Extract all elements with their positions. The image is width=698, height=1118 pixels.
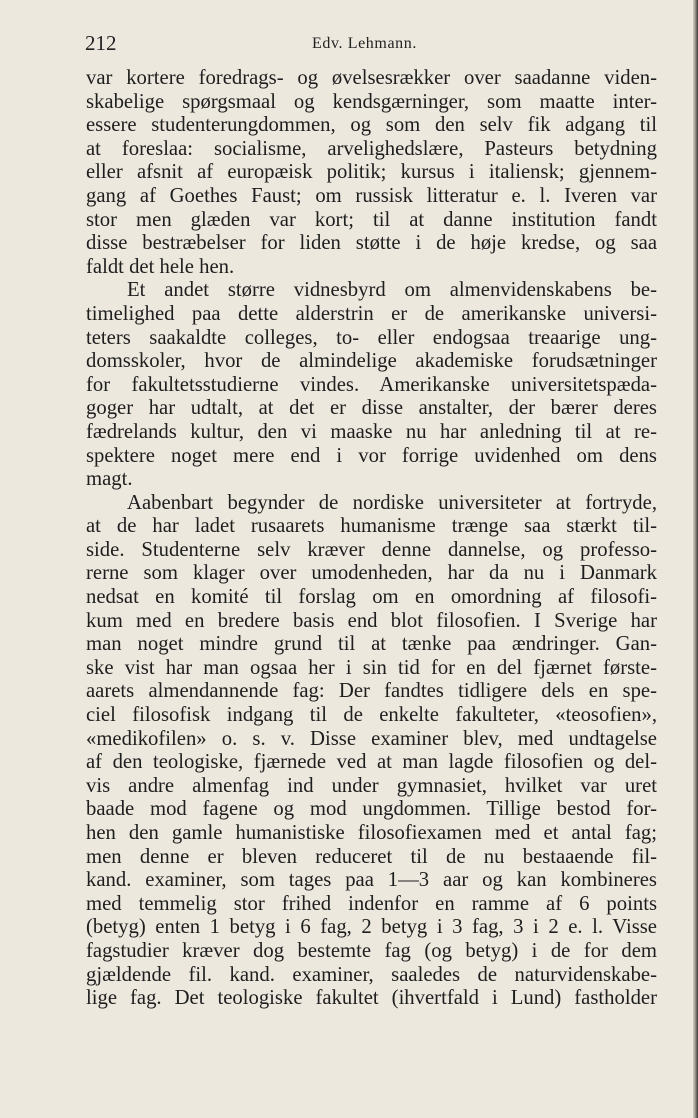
text-line: var kortere foredrags- og øvelsesrækker over saadanne viden- bbox=[86, 67, 657, 89]
body-text bbox=[86, 67, 657, 1011]
text-line: med temmelig stor frihed indenfor en ramme af 6 points bbox=[86, 892, 657, 915]
text-line: fagstudier kræver dog bestemte fag (og betyg) i de for dem bbox=[86, 939, 657, 962]
text-line: rerne som klager over umodenheden, har da nu i Danmark bbox=[86, 562, 657, 585]
running-head: Edv. Lehmann. bbox=[312, 35, 417, 52]
text-line: essere studenterungdommen, og som den selv fik adgang til bbox=[86, 114, 657, 137]
text-line: «medikofilen» o. s. v. Disse examiner blev, med undtagelse bbox=[86, 727, 657, 750]
text-line: baade mod fagene og mod ungdommen. Tillige bestod for- bbox=[86, 798, 657, 821]
text-line: vis andre almenfag ind under gymnasiet, hvilket var uret bbox=[86, 774, 657, 797]
paragraph-3 bbox=[86, 492, 657, 1011]
text-line: spektere noget mere end i vor forrige uvidenhed om dens bbox=[86, 444, 657, 467]
text-line: eller afsnit af europæisk politik; kursus i italiensk; gjennem- bbox=[86, 161, 657, 184]
text-line: for fakultetsstudierne vindes. Amerikanske universitetspæda- bbox=[86, 373, 657, 396]
text-line: hen den gamle humanistiske filosofiexamen med et antal fag; bbox=[86, 822, 657, 844]
text-line: domsskoler, hvor de almindelige akademiske forudsætninger bbox=[86, 350, 657, 373]
text-line: (betyg) enten 1 betyg i 6 fag, 2 betyg i 3 fag, 3 i 2 e. l. Visse bbox=[86, 916, 657, 939]
text-line: Aabenbart begynder de nordiske universiteter at fortryde, bbox=[127, 491, 657, 514]
text-line: at foreslaa: socialisme, arvelighedslære, Pasteurs betydning bbox=[86, 137, 657, 160]
text-line: goger har udtalt, at det er disse anstalter, der bærer deres bbox=[86, 397, 657, 420]
text-line: stor men glæden var kort; til at danne institution fandt bbox=[86, 208, 657, 231]
text-line: ske vist har man ogsaa her i sin tid for en del fjærnet første- bbox=[86, 656, 657, 679]
page-header bbox=[85, 31, 655, 61]
text-line: teters saakaldte colleges, to- eller endogsaa treaarige ung- bbox=[86, 326, 657, 349]
text-line: gjældende fil. kand. examiner, saaledes de naturvidenskabe- bbox=[86, 963, 657, 986]
text-line: fædrelands kultur, den vi maaske nu har anledning til at re- bbox=[86, 420, 657, 443]
paragraph-2 bbox=[86, 279, 657, 491]
text-line: lige fag. Det teologiske fakultet (ihvertfald i Lund) fastholder bbox=[86, 987, 657, 1010]
text-line: nedsat en komité til forslag om en omordning af filosofi- bbox=[86, 586, 657, 609]
text-line: Et andet større vidnesbyrd om almenvidenskabens be- bbox=[127, 279, 657, 302]
paragraph-1 bbox=[86, 67, 657, 279]
page-number: 212 bbox=[85, 31, 117, 55]
text-line: men denne er bleven reduceret til de nu bestaaende fil- bbox=[86, 845, 657, 868]
text-line: man noget mindre grund til at tænke paa ændringer. Gan- bbox=[86, 633, 657, 656]
text-line: kand. examiner, som tages paa 1—3 aar og kan kombineres bbox=[86, 869, 657, 892]
page-edge bbox=[693, 0, 698, 1118]
text-line: skabelige spørgsmaal og kendsgærninger, som maatte inter- bbox=[86, 90, 657, 113]
text-line: at de har ladet rusaarets humanisme trænge saa stærkt til- bbox=[86, 515, 657, 538]
text-line: disse bestræbelser for liden støtte i de høje kredse, og saa bbox=[86, 232, 657, 255]
text-line: ciel filosofisk indgang til de enkelte fakulteter, «teosofien», bbox=[86, 704, 657, 727]
text-line: side. Studenterne selv kræver denne dannelse, og professo- bbox=[86, 538, 657, 561]
text-line: magt. bbox=[86, 468, 133, 491]
text-line: faldt det hele hen. bbox=[86, 255, 235, 278]
text-line: timelighed paa dette alderstrin er de amerikanske universi- bbox=[86, 302, 657, 325]
text-line: kum med en bredere basis end blot filosofien. I Sverige har bbox=[86, 609, 657, 632]
text-line: gang af Goethes Faust; om russisk litteratur e. l. Iveren var bbox=[86, 184, 657, 207]
text-line: af den teologiske, fjærnede ved at man lagde filosofien og del- bbox=[86, 751, 657, 774]
text-line: aarets almendannende fag: Der fandtes tidligere dels en spe- bbox=[86, 680, 657, 703]
